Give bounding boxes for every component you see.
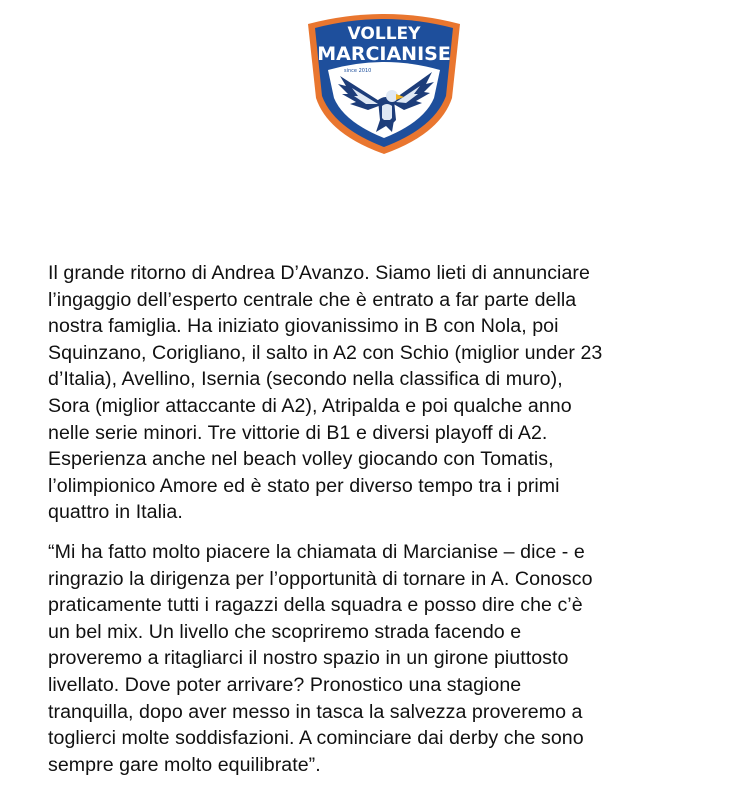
team-logo — [300, 6, 468, 156]
shield-logo-graphic — [300, 6, 468, 156]
logo-tagline: since 2010 — [344, 68, 372, 74]
logo-text-volley: VOLLEY — [347, 24, 421, 44]
article-body — [48, 260, 738, 791]
article-paragraph-intro: Il grande ritorno di Andrea D’Avanzo. Siamo lieti di annunciare l’ingaggio dell’esperto centrale che è entrato a far parte della nostra famiglia. Ha iniziato giovanissimo in B con Nola, poi Squinzano, Corigliano, il salto in A2 con Schio (miglior under 23 d’Italia), Avellino, Isernia (secondo nella classifica di muro), Sora (miglior attaccante di A2), Atripalda e poi qualche anno nelle serie minori. Tre vittorie di B1 e diversi playoff di A2. Esperienza anche nel beach volley giocando con Tomatis, l’olimpionico Amore ed è stato per diverso tempo tra i primi quattro in Italia. — [48, 262, 603, 524]
article-paragraph-quote: “Mi ha fatto molto piacere la chiamata di Marcianise – dice - e ringrazio la dirigenza per l’opportunità di tornare in A. Conosco praticamente tutti i ragazzi della squadra e posso dire che c’è un bel mix. Un livello che scopriremo strada facendo e proveremo a ritagliarci il nostro spazio in un girone piuttosto livellato. Dove poter arrivare? Pronostico una stagione tranquilla, dopo aver messo in tasca la salvezza proveremo a toglierci molte soddisfazioni. A cominciare dai derby che sono sempre gare molto equilibrate”. — [48, 540, 593, 776]
logo-text-marcianise: MARCIANISE — [317, 43, 451, 65]
